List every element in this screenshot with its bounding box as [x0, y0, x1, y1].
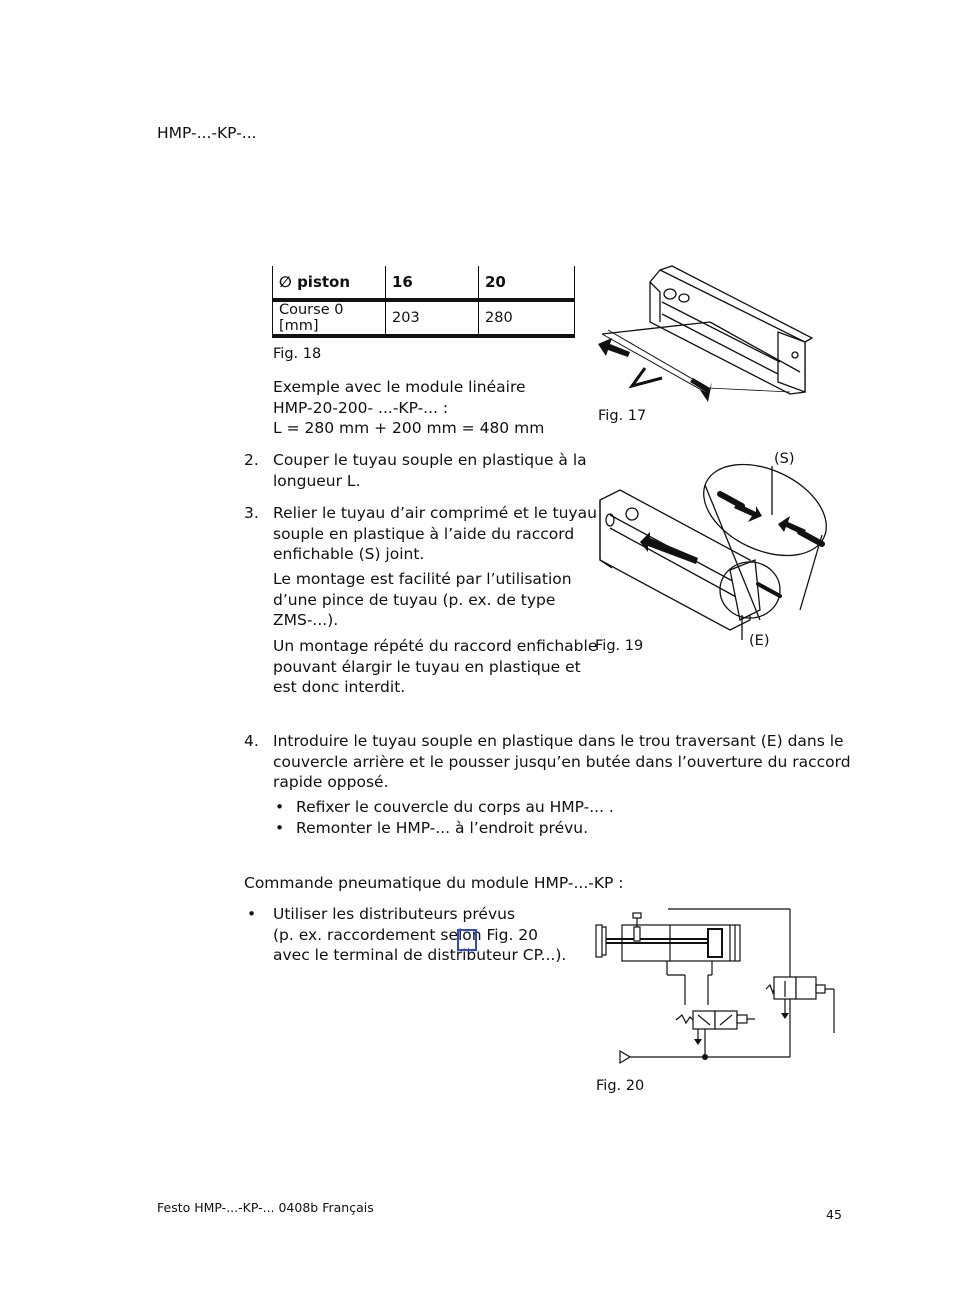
page-number: 45 [826, 1207, 842, 1222]
note-line: Le montage est facilité par l’utilisation [273, 570, 572, 588]
bullet-line: (p. ex. raccordement selon Fig. 20 [273, 925, 539, 944]
note-line: ZMS-...). [273, 611, 339, 629]
step-number: 2. [244, 451, 259, 469]
bullet-line: avec le terminal de distributeur CP...). [273, 946, 567, 964]
example-line: Exemple avec le module linéaire [273, 378, 526, 396]
fig18-caption: Fig. 18 [273, 346, 322, 362]
table-header-cell: 20 [479, 266, 575, 300]
step4-bullet-list [273, 797, 614, 838]
example-line: L = 280 mm + 200 mm = 480 mm [273, 419, 545, 437]
table-row [273, 300, 575, 336]
fig19-caption: Fig. 19 [595, 638, 644, 654]
section-heading: Commande pneumatique du module HMP-...-KP : [244, 874, 624, 892]
step-number: 3. [244, 504, 259, 522]
note-text [273, 636, 597, 698]
list-item: • Remonter le HMP-... à l’endroit prévu. [273, 818, 614, 839]
selection-highlight [457, 929, 477, 951]
step-text [273, 450, 587, 491]
step-line: souple en plastique à l’aide du raccord [273, 524, 575, 543]
step-number: 4. [244, 732, 259, 750]
example-line: HMP-20-200- ...-KP-... : [273, 398, 449, 417]
table-cell: Course 0 [mm] [273, 300, 386, 336]
table-header-cell: ∅ piston [273, 266, 386, 300]
list-item: • Refixer le couvercle du corps au HMP-... . [273, 797, 614, 818]
note-line: est donc interdit. [273, 678, 406, 696]
note-line: d’une pince de tuyau (p. ex. de type [273, 590, 556, 609]
step-line: longueur L. [273, 471, 361, 490]
step-line: Couper le tuyau souple en plastique à la [273, 451, 587, 469]
fig17-caption: Fig. 17 [598, 408, 647, 424]
note-text [273, 569, 572, 631]
fig17-linear-module-drawing [590, 262, 820, 412]
note-line: pouvant élargir le tuyau en plastique et [273, 657, 581, 676]
footer-text: Festo HMP-...-KP-... 0408b Français [157, 1200, 374, 1215]
step-text [273, 731, 851, 793]
piston-stroke-table [272, 266, 575, 338]
step-line: enfichable (S) joint. [273, 545, 425, 563]
step-line: couvercle arrière et le pousser jusqu’en butée dans l’ouverture du raccord [273, 752, 851, 771]
step-text [273, 503, 597, 565]
step-line: Relier le tuyau d’air comprimé et le tuyau [273, 504, 597, 522]
table-cell: 203 [386, 300, 479, 336]
running-header: HMP-...-KP-... [157, 124, 257, 142]
step-line: rapide opposé. [273, 773, 389, 791]
fig19-hose-connection-drawing [590, 460, 840, 650]
bullet-line: Utiliser les distributeurs prévus [273, 905, 516, 923]
label-s: (S) [774, 451, 795, 467]
fig20-pneumatic-schematic [590, 905, 840, 1070]
bullet-marker: • [247, 905, 257, 923]
fig20-caption: Fig. 20 [596, 1078, 645, 1094]
note-line: Un montage répété du raccord enfichable [273, 637, 598, 655]
table-header-cell: 16 [386, 266, 479, 300]
table-header-row [273, 266, 575, 300]
pneumatic-bullet-text [273, 904, 566, 966]
step-line: Introduire le tuyau souple en plastique dans le trou traversant (E) dans le [273, 732, 844, 750]
label-e: (E) [749, 633, 770, 649]
example-block [273, 377, 544, 439]
table-cell: 280 [479, 300, 575, 336]
